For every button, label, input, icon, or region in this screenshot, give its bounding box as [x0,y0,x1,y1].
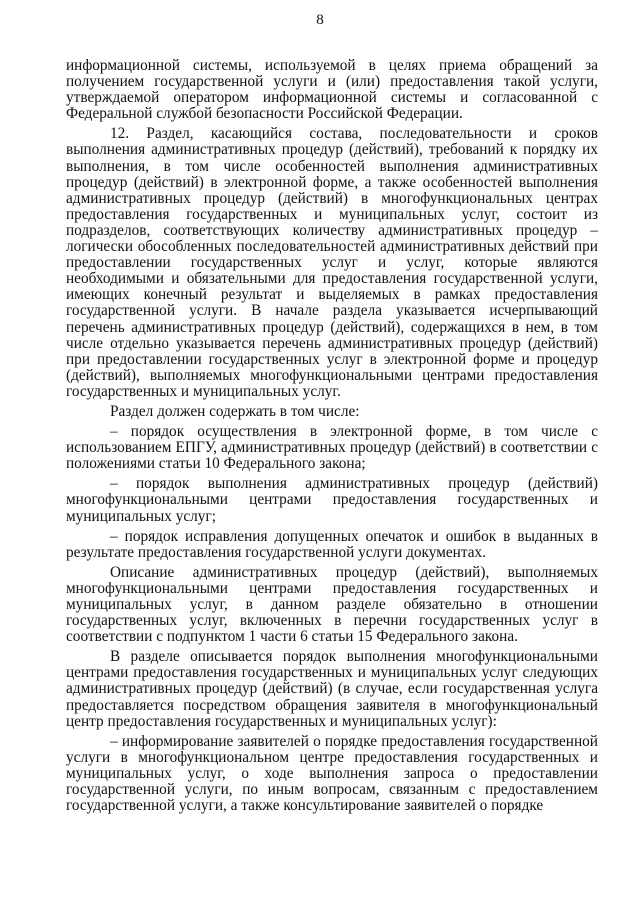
paragraph-section-contents-intro: Раздел должен содержать в том числе: [110,402,360,420]
paragraph-mfc-description: Описание административных процедур (действий), выполняемых многофункциональными центрами предоставления государственных и муниципальных услуг, в данном разделе обязательно в отношении государственных услуг, включенных в перечни государственных услуг в соответствии с подпунктом 1 части 6 статьи 15 Федерального закона. [66,563,598,646]
paragraph-mfc-procedures-order: В разделе описывается порядок выполнения многофункциональными центрами предоставления государственных и муниципальных услуг следующих административных процедур (действий) (в случае, если государственная услуга предоставляется посредством обращения заявителя в многофункциональный центр предоставления государственных и муниципальных услуг): [66,648,598,730]
list-item-error-correction: – порядок исправления допущенных опечаток и ошибок в выданных в результате предоставления государственной услуги документах. [66,527,598,561]
paragraph-section-12: 12. Раздел, касающийся состава, последовательности и сроков выполнения административных процедур (действий), требований к порядку их выполнения, в том числе особенностей выполнения административных процедур (действий) в электронной форме, а также особенностей выполнения административных процедур (действий) в многофункциональных центрах предоставления государственных и муниципальных услуг, состоит из подразделов, соответствующих количеству административных процедур – логически обособленных последовательностей административных действий при предоставлении государственных услуг и услуг, которые являются необходимыми и обязательными для предоставления государственной услуги, имеющих конечный результат и выделяемых в рамках предоставления государственной услуги. В начале раздела указывается исчерпывающий перечень административных процедур (действий), содержащихся в нем, в том числе отдельно указывается перечень административных процедур (действий) при предоставлении государственных услуг в электронной форме и процедур (действий), выполняемых многофункциональными центрами предоставления государственных и муниципальных услуг. [66,125,598,400]
page-number: 8 [316,12,324,28]
paragraph-continuation: информационной системы, используемой в целях приема обращений за получением государственной услуги и (или) предоставления такой услуги, утверждаемой оператором информационной системы и согласованной с Федеральной службой безопасности Российской Федерации. [66,57,598,123]
document-body [66,58,598,818]
list-item-informing-applicants: – информирование заявителей о порядке предоставления государственной услуги в многофункциональном центре предоставления государственных и муниципальных услуг, о ходе выполнения запроса о предоставлении государственной услуги, по иным вопросам, связанным с предоставлением государственной услуги, а также консультирование заявителей о порядке [66,732,598,815]
list-item-electronic-form: – порядок осуществления в электронной форме, в том числе с использованием ЕПГУ, административных процедур (действий) в соответствии с положениями статьи 10 Федерального закона; [66,423,598,473]
list-item-mfc-procedures: – порядок выполнения административных процедур (действий) многофункциональными центрами предоставления государственных и муниципальных услуг; [66,475,598,525]
